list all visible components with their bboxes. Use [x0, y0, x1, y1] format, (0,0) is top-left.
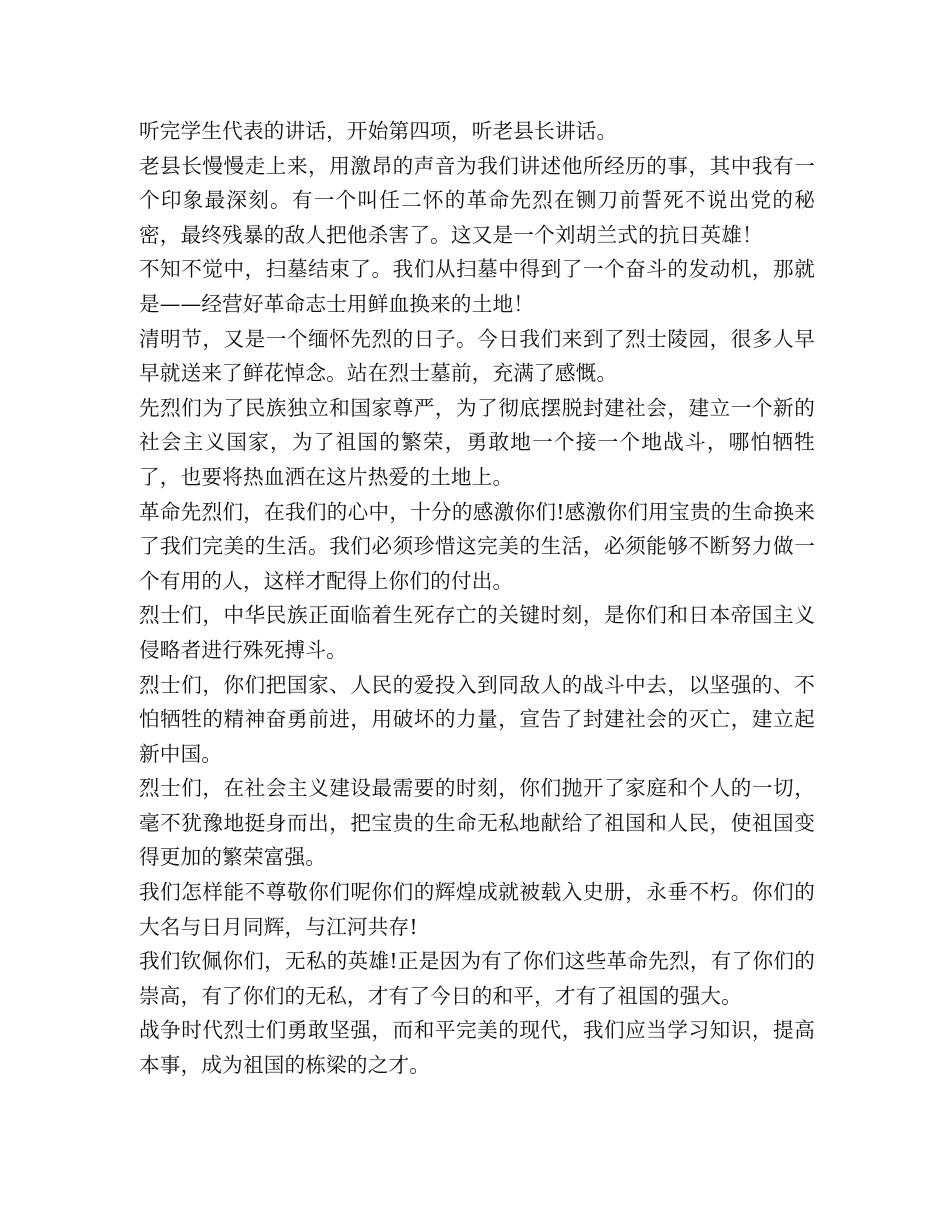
paragraph: 战争时代烈士们勇敢坚强，而和平完美的现代，我们应当学习知识，提高本事，成为祖国的栋梁的之才。	[139, 1018, 815, 1078]
paragraph: 烈士们，你们把国家、人民的爱投入到同敌人的战斗中去，以坚强的、不怕牺牲的精神奋勇前进，用破坏的力量，宣告了封建社会的灭亡，建立起新中国。	[139, 672, 815, 766]
paragraph: 烈士们，在社会主义建设最需要的时刻，你们抛开了家庭和个人的一切，毫不犹豫地挺身而出，把宝贵的生命无私地献给了祖国和人民，使祖国变得更加的繁荣富强。	[139, 776, 815, 870]
document-body	[139, 114, 815, 1083]
paragraph: 烈士们，中华民族正面临着生死存亡的关键时刻，是你们和日本帝国主义侵略者进行殊死搏斗。	[139, 603, 815, 662]
paragraph: 先烈们为了民族独立和国家尊严，为了彻底摆脱封建社会，建立一个新的社会主义国家，为了祖国的繁荣，勇敢地一个接一个地战斗，哪怕牺牲了，也要将热血洒在这片热爱的土地上。	[139, 395, 815, 489]
paragraph: 听完学生代表的讲话，开始第四项，听老县长讲话。	[139, 119, 618, 143]
paragraph: 我们钦佩你们，无私的英雄!正是因为有了你们这些革命先烈，有了你们的崇高，有了你们的无私，才有了今日的和平，才有了祖国的强大。	[139, 949, 815, 1008]
paragraph: 老县长慢慢走上来，用激昂的声音为我们讲述他所经历的事，其中我有一个印象最深刻。有一个叫任二怀的革命先烈在铡刀前誓死不说出党的秘密，最终残暴的敌人把他杀害了。这又是一个刘胡兰式的抗日英雄！	[139, 153, 815, 247]
paragraph: 革命先烈们，在我们的心中，十分的感激你们!感激你们用宝贵的生命换来了我们完美的生活。我们必须珍惜这完美的生活，必须能够不断努力做一个有用的人，这样才配得上你们的付出。	[139, 499, 815, 593]
paragraph: 不知不觉中，扫墓结束了。我们从扫墓中得到了一个奋斗的发动机，那就是——经营好革命志士用鲜血换来的土地！	[139, 257, 815, 316]
paragraph: 清明节，又是一个缅怀先烈的日子。今日我们来到了烈士陵园，很多人早早就送来了鲜花悼念。站在烈士墓前，充满了感慨。	[139, 326, 815, 386]
paragraph: 我们怎样能不尊敬你们呢你们的辉煌成就被载入史册，永垂不朽。你们的大名与日月同辉，与江河共存!	[139, 880, 815, 939]
